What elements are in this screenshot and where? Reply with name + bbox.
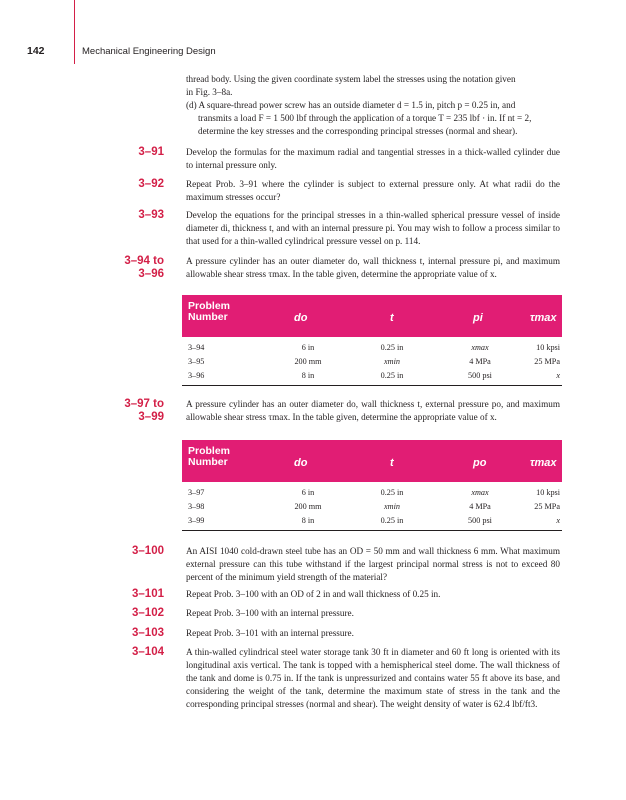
header-shear-stress: τmax	[530, 312, 557, 324]
cell-problem: 3–97	[188, 488, 205, 497]
header-problem-line: Problem	[188, 300, 231, 312]
header-divider	[74, 0, 75, 64]
table-row	[182, 341, 562, 355]
continuation-text	[186, 73, 558, 138]
problem-number-3-92: 3–92	[138, 178, 164, 190]
cell-tau: 25 MPa	[534, 357, 560, 366]
continuation-line-2: in Fig. 3–8a.	[186, 87, 233, 97]
header-problem-number	[188, 301, 258, 323]
problem-number-3-101: 3–101	[132, 588, 164, 600]
cell-do: 6 in	[301, 488, 315, 497]
problem-number-3-97-to-3-99	[100, 398, 164, 424]
cell-do: 6 in	[301, 343, 315, 352]
table-row	[182, 500, 562, 514]
header-problem-line: Problem	[188, 445, 231, 457]
cell-t: xmin	[384, 357, 400, 366]
cell-tau: x	[556, 516, 560, 525]
problem-text-3-91: Develop the formulas for the maximum radial and tangential stresses in a thick-walled cylinder due to internal pressure only.	[186, 147, 560, 170]
header-thickness: t	[390, 457, 394, 469]
table-header	[182, 440, 562, 482]
header-outer-diameter: do	[294, 312, 308, 324]
page-number: 142	[27, 45, 45, 57]
data-table-3-97-to-3-99	[182, 440, 562, 531]
cell-tau: 25 MPa	[534, 502, 560, 511]
header-thickness: t	[390, 312, 394, 324]
problem-text-3-101: Repeat Prob. 3–100 with an OD of 2 in and wall thickness of 0.25 in.	[186, 589, 441, 599]
problem-number-3-102: 3–102	[132, 607, 164, 619]
cell-do: 200 mm	[294, 502, 322, 511]
cell-do: 8 in	[301, 371, 315, 380]
table-bottom-rule	[182, 530, 562, 531]
cell-p: 4 MPa	[469, 357, 491, 366]
cell-p: 500 psi	[468, 371, 492, 380]
cell-t: 0.25 in	[380, 488, 404, 497]
cell-t: 0.25 in	[380, 371, 404, 380]
problem-text-3-92: Repeat Prob. 3–91 where the cylinder is subject to external pressure only. At what radii do the maximum stresses occur?	[186, 179, 560, 202]
problem-text-3-97-to-3-99: A pressure cylinder has an outer diameter do, wall thickness t, external pressure po, and maximum allowable shear stress τmax. In the table given, determine the appropriate value of x.	[186, 399, 560, 422]
header-number-line: Number	[188, 456, 228, 468]
running-title: Mechanical Engineering Design	[82, 46, 216, 57]
cell-do: 8 in	[301, 516, 315, 525]
problem-range-end: 3–99	[138, 411, 164, 423]
problem-number-3-91: 3–91	[138, 146, 164, 158]
cell-t: 0.25 in	[380, 516, 404, 525]
table-row	[182, 355, 562, 369]
part-d-line-3: determine the key stresses and the corresponding principal stresses (normal and shear).	[198, 126, 518, 136]
cell-tau: 10 kpsi	[536, 343, 560, 352]
problem-number-3-93: 3–93	[138, 209, 164, 221]
cell-problem: 3–99	[188, 516, 205, 525]
header-pressure: pi	[473, 312, 483, 324]
part-d-line-1: (d) A square-thread power screw has an outside diameter d = 1.5 in, pitch p = 0.25 in, and	[186, 100, 516, 110]
header-shear-stress: τmax	[530, 457, 557, 469]
cell-p: xmax	[471, 343, 489, 352]
problem-text-3-104: A thin-walled cylindrical steel water storage tank 30 ft in diameter and 60 ft long is oriented with its longitudinal axis vertical. The tank is topped with a hemispherical steel dome. The wall thickness of the tank and dome is 0.75 in. If the tank is unpressurized and contains water 55 ft above its base, and considering the weight of the tank, determine the maximum state of stress in the tank and the corresponding principal stresses (normal and shear). The weight density of water is 62.4 lbf/ft3.	[186, 647, 560, 709]
problem-number-3-103: 3–103	[132, 627, 164, 639]
cell-tau: 10 kpsi	[536, 488, 560, 497]
cell-do: 200 mm	[294, 357, 322, 366]
problem-text-3-102: Repeat Prob. 3–100 with an internal pressure.	[186, 608, 354, 618]
header-outer-diameter: do	[294, 457, 308, 469]
table-row	[182, 369, 562, 383]
header-problem-number	[188, 446, 258, 468]
cell-t: 0.25 in	[380, 343, 404, 352]
problem-text-3-94-to-3-96: A pressure cylinder has an outer diameter do, wall thickness t, internal pressure pi, and maximum allowable shear stress τmax. In the table given, determine the appropriate value of x.	[186, 256, 560, 279]
problem-number-3-104: 3–104	[132, 646, 164, 658]
continuation-line-1: thread body. Using the given coordinate system label the stresses using the notation given	[186, 74, 516, 84]
problem-text-3-103: Repeat Prob. 3–101 with an internal pressure.	[186, 628, 354, 638]
problem-number-3-100: 3–100	[132, 545, 164, 557]
cell-t: xmin	[384, 502, 400, 511]
header-pressure: po	[473, 457, 487, 469]
cell-problem: 3–94	[188, 343, 205, 352]
header-number-line: Number	[188, 311, 228, 323]
cell-p: 500 psi	[468, 516, 492, 525]
problem-range-end: 3–96	[138, 268, 164, 280]
table-header	[182, 295, 562, 337]
cell-p: 4 MPa	[469, 502, 491, 511]
table-bottom-rule	[182, 385, 562, 386]
problem-range-start: 3–94 to	[124, 255, 164, 267]
problem-text-3-100: An AISI 1040 cold-drawn steel tube has an OD = 50 mm and wall thickness 6 mm. What maximum external pressure can this tube withstand if the largest principal normal stress is not to exceed 80 percent of the minimum yield strength of the material?	[186, 546, 560, 582]
cell-tau: x	[556, 371, 560, 380]
table-row	[182, 514, 562, 528]
part-d-line-2: transmits a load F = 1 500 lbf through the application of a torque T = 235 lbf · in. If nt = 2,	[198, 113, 532, 123]
table-row	[182, 486, 562, 500]
cell-problem: 3–96	[188, 371, 205, 380]
cell-problem: 3–95	[188, 357, 205, 366]
problem-range-start: 3–97 to	[124, 398, 164, 410]
problem-number-3-94-to-3-96	[100, 255, 164, 281]
data-table-3-94-to-3-96	[182, 295, 562, 386]
problem-text-3-93: Develop the equations for the principal stresses in a thin-walled spherical pressure vessel of inside diameter di, thickness t, and with an internal pressure pi. You may wish to follow a process similar to that used for a thin-walled cylindrical pressure vessel on p. 114.	[186, 210, 560, 246]
cell-problem: 3–98	[188, 502, 205, 511]
cell-p: xmax	[471, 488, 489, 497]
